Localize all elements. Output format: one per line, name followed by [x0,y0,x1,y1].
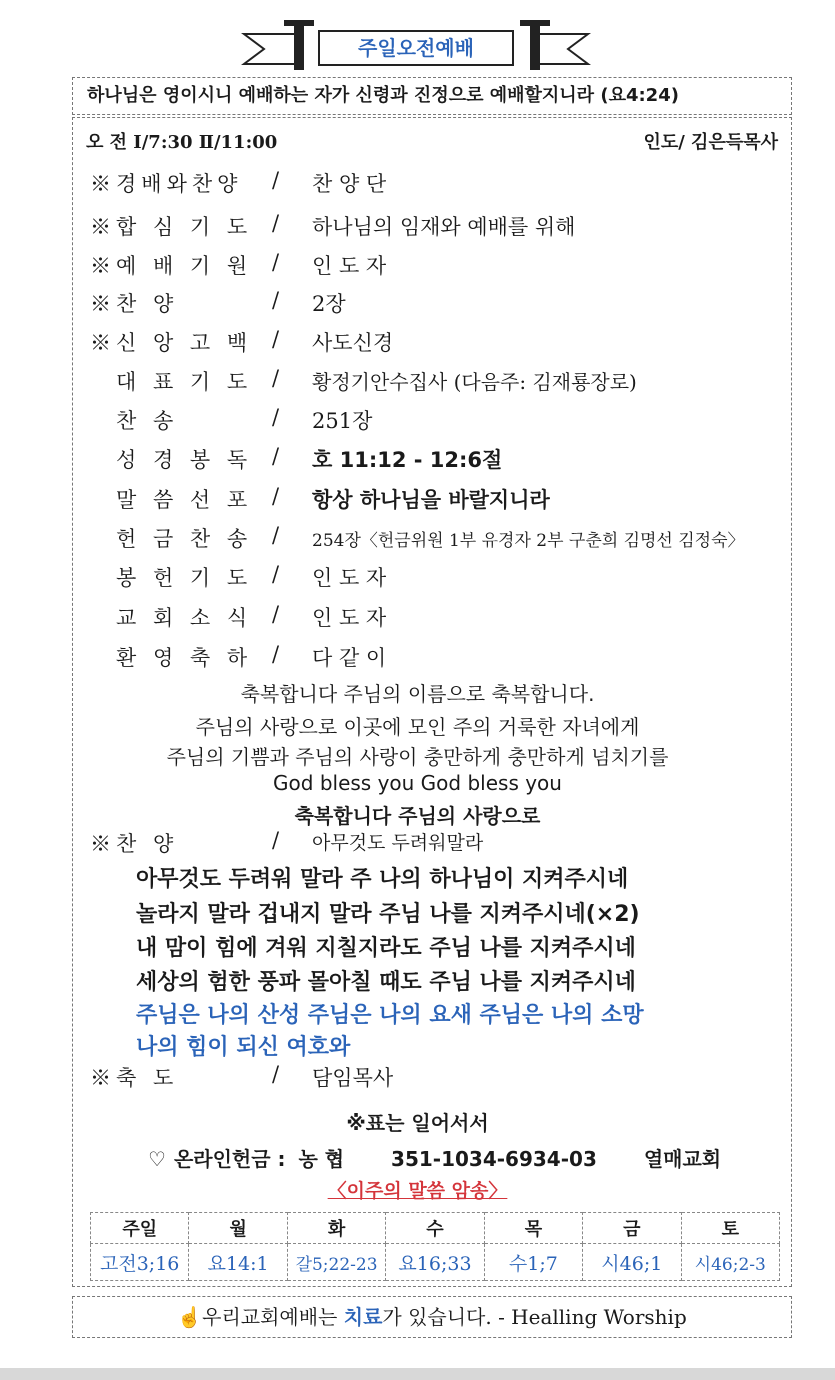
blessing-line: 축복합니다 주님의 이름으로 축복합니다. [240,682,595,706]
memory-verse-table [90,1212,780,1281]
theme-verse: 하나님은 영이시니 예배하는 자가 신령과 진정으로 예배할지니라 (요4:24) [72,77,792,115]
account-holder: 열매교회 [643,1147,722,1171]
order-item-value: 251장 [312,409,373,433]
order-item-value: 254장〈헌금위원 1부 유경자 2부 구춘희 김명선 김정숙〉 [312,531,745,551]
verse-cell: 수1;7 [484,1244,582,1281]
blessing-line: 주님의 사랑으로 이곳에 모인 주의 거룩한 자녀에게 [195,715,640,739]
praise-label: ※찬 양 [90,832,179,856]
order-item-slash: / [272,642,280,666]
order-item-label: 찬 송 [116,409,179,433]
day-header: 주일 [91,1213,189,1244]
order-item-value: 인 도 자 [312,606,387,630]
service-time-row [86,128,778,156]
bank-name: 농 협 [298,1147,345,1171]
verse-cell: 시46;1 [583,1244,681,1281]
order-item-value: 하나님의 임재와 예배를 위해 [312,215,576,239]
order-item-slash: / [272,405,280,429]
lyric-line: 아무것도 두려워 말라 주 나의 하나님이 지켜주시네 [136,867,629,892]
benediction-slash: / [272,1062,280,1086]
heart-icon: ♡ [148,1147,166,1171]
lyric-line: 세상의 험한 풍파 몰아칠 때도 주님 나를 지켜주시네 [136,970,636,995]
order-item-value: 인 도 자 [312,254,387,278]
benediction-label: ※축 도 [90,1066,179,1090]
lyric-highlight-line: 나의 힘이 되신 여호와 [136,1035,351,1060]
footer-prefix: 우리교회예배는 [202,1305,344,1329]
pointing-hand-icon: ☝ [177,1305,203,1329]
blessing-line: 축복합니다 주님의 사랑으로 [294,804,541,828]
order-item-label: 헌 금 찬 송 [116,527,253,551]
header-banner [0,0,835,78]
day-header: 금 [583,1213,681,1244]
standing-note: ※표는 일어서서 [346,1111,489,1135]
order-item-label: ※예 배 기 원 [90,254,253,278]
order-item-label: ※찬 양 [90,292,179,316]
order-item-value: 2장 [312,292,346,316]
order-item-label: ※합 심 기 도 [90,215,253,239]
online-offering [148,1143,721,1172]
order-item-value: 찬 양 단 [312,172,387,196]
order-item-slash: / [272,562,280,586]
order-item-label: 성 경 봉 독 [116,448,253,472]
order-item-label: 교 회 소 식 [116,606,253,630]
order-item-label: 대 표 기 도 [116,370,253,394]
footer-highlight: 치료 [343,1305,383,1329]
order-item-label: 말 씀 선 포 [116,488,253,512]
footer-suffix: 가 있습니다. - Healling Worship [382,1305,687,1329]
order-item-value: 항상 하나님을 바랄지니라 [312,488,550,512]
day-header: 월 [189,1213,287,1244]
lyric-highlight-line: 주님은 나의 산성 주님은 나의 요새 주님은 나의 소망 [136,1003,644,1028]
online-offering-label: 온라인헌금 : [173,1147,286,1171]
order-item-value: 인 도 자 [312,566,387,590]
order-item-value: 사도신경 [312,331,394,355]
lyric-line: 내 맘이 힘에 겨워 지칠지라도 주님 나를 지켜주시네 [136,936,636,961]
order-item-value: 호 11:12 - 12:6절 [312,448,503,472]
order-item-slash: / [272,523,280,547]
page-edge-shadow [0,1368,835,1380]
blessing-line: God bless you God bless you [273,771,562,795]
order-item-slash: / [272,168,280,192]
order-item-slash: / [272,211,280,235]
day-header: 화 [287,1213,385,1244]
order-item-value: 황정기안수집사 (다음주: 김재룡장로) [312,370,637,394]
footer-box [72,1296,792,1338]
day-header: 수 [386,1213,484,1244]
order-item-slash: / [272,444,280,468]
order-item-slash: / [272,288,280,312]
order-item-slash: / [272,327,280,351]
order-item-slash: / [272,250,280,274]
order-item-slash: / [272,484,280,508]
service-title: 주일오전예배 [318,30,514,66]
verse-cell: 갈5;22-23 [287,1244,385,1281]
order-item-slash: / [272,366,280,390]
blessing-line: 주님의 기쁨과 주님의 사랑이 충만하게 충만하게 넘치기를 [166,745,669,769]
day-header: 목 [484,1213,582,1244]
order-item-label: 환 영 축 하 [116,646,253,670]
praise-slash: / [272,828,280,852]
account-number: 351-1034-6934-03 [391,1147,597,1171]
order-item-value: 다 같 이 [312,646,387,670]
order-item-label: 봉 헌 기 도 [116,566,253,590]
order-item-slash: / [272,602,280,626]
verse-cell: 요14:1 [189,1244,287,1281]
benediction-value: 담임목사 [312,1066,394,1090]
memory-verse-title: 〈이주의 말씀 암송〉 [327,1180,508,1202]
verse-cell: 요16;33 [386,1244,484,1281]
day-header: 토 [681,1213,779,1244]
verse-cell: 시46;2-3 [681,1244,779,1281]
service-leader: 인도/ 김은득목사 [643,132,778,153]
order-item-label: ※경배와찬양 [90,172,243,196]
day-header-row [91,1213,780,1244]
verse-cell: 고전3;16 [91,1244,189,1281]
order-item-label: ※신 앙 고 백 [90,331,253,355]
praise-title: 아무것도 두려워말라 [312,832,484,854]
lyric-line: 놀라지 말라 겁내지 말라 주님 나를 지켜주시네(×2) [136,902,640,927]
service-times: 오 전 Ⅰ/7:30 Ⅱ/11:00 [86,132,278,153]
verse-row [91,1244,780,1281]
